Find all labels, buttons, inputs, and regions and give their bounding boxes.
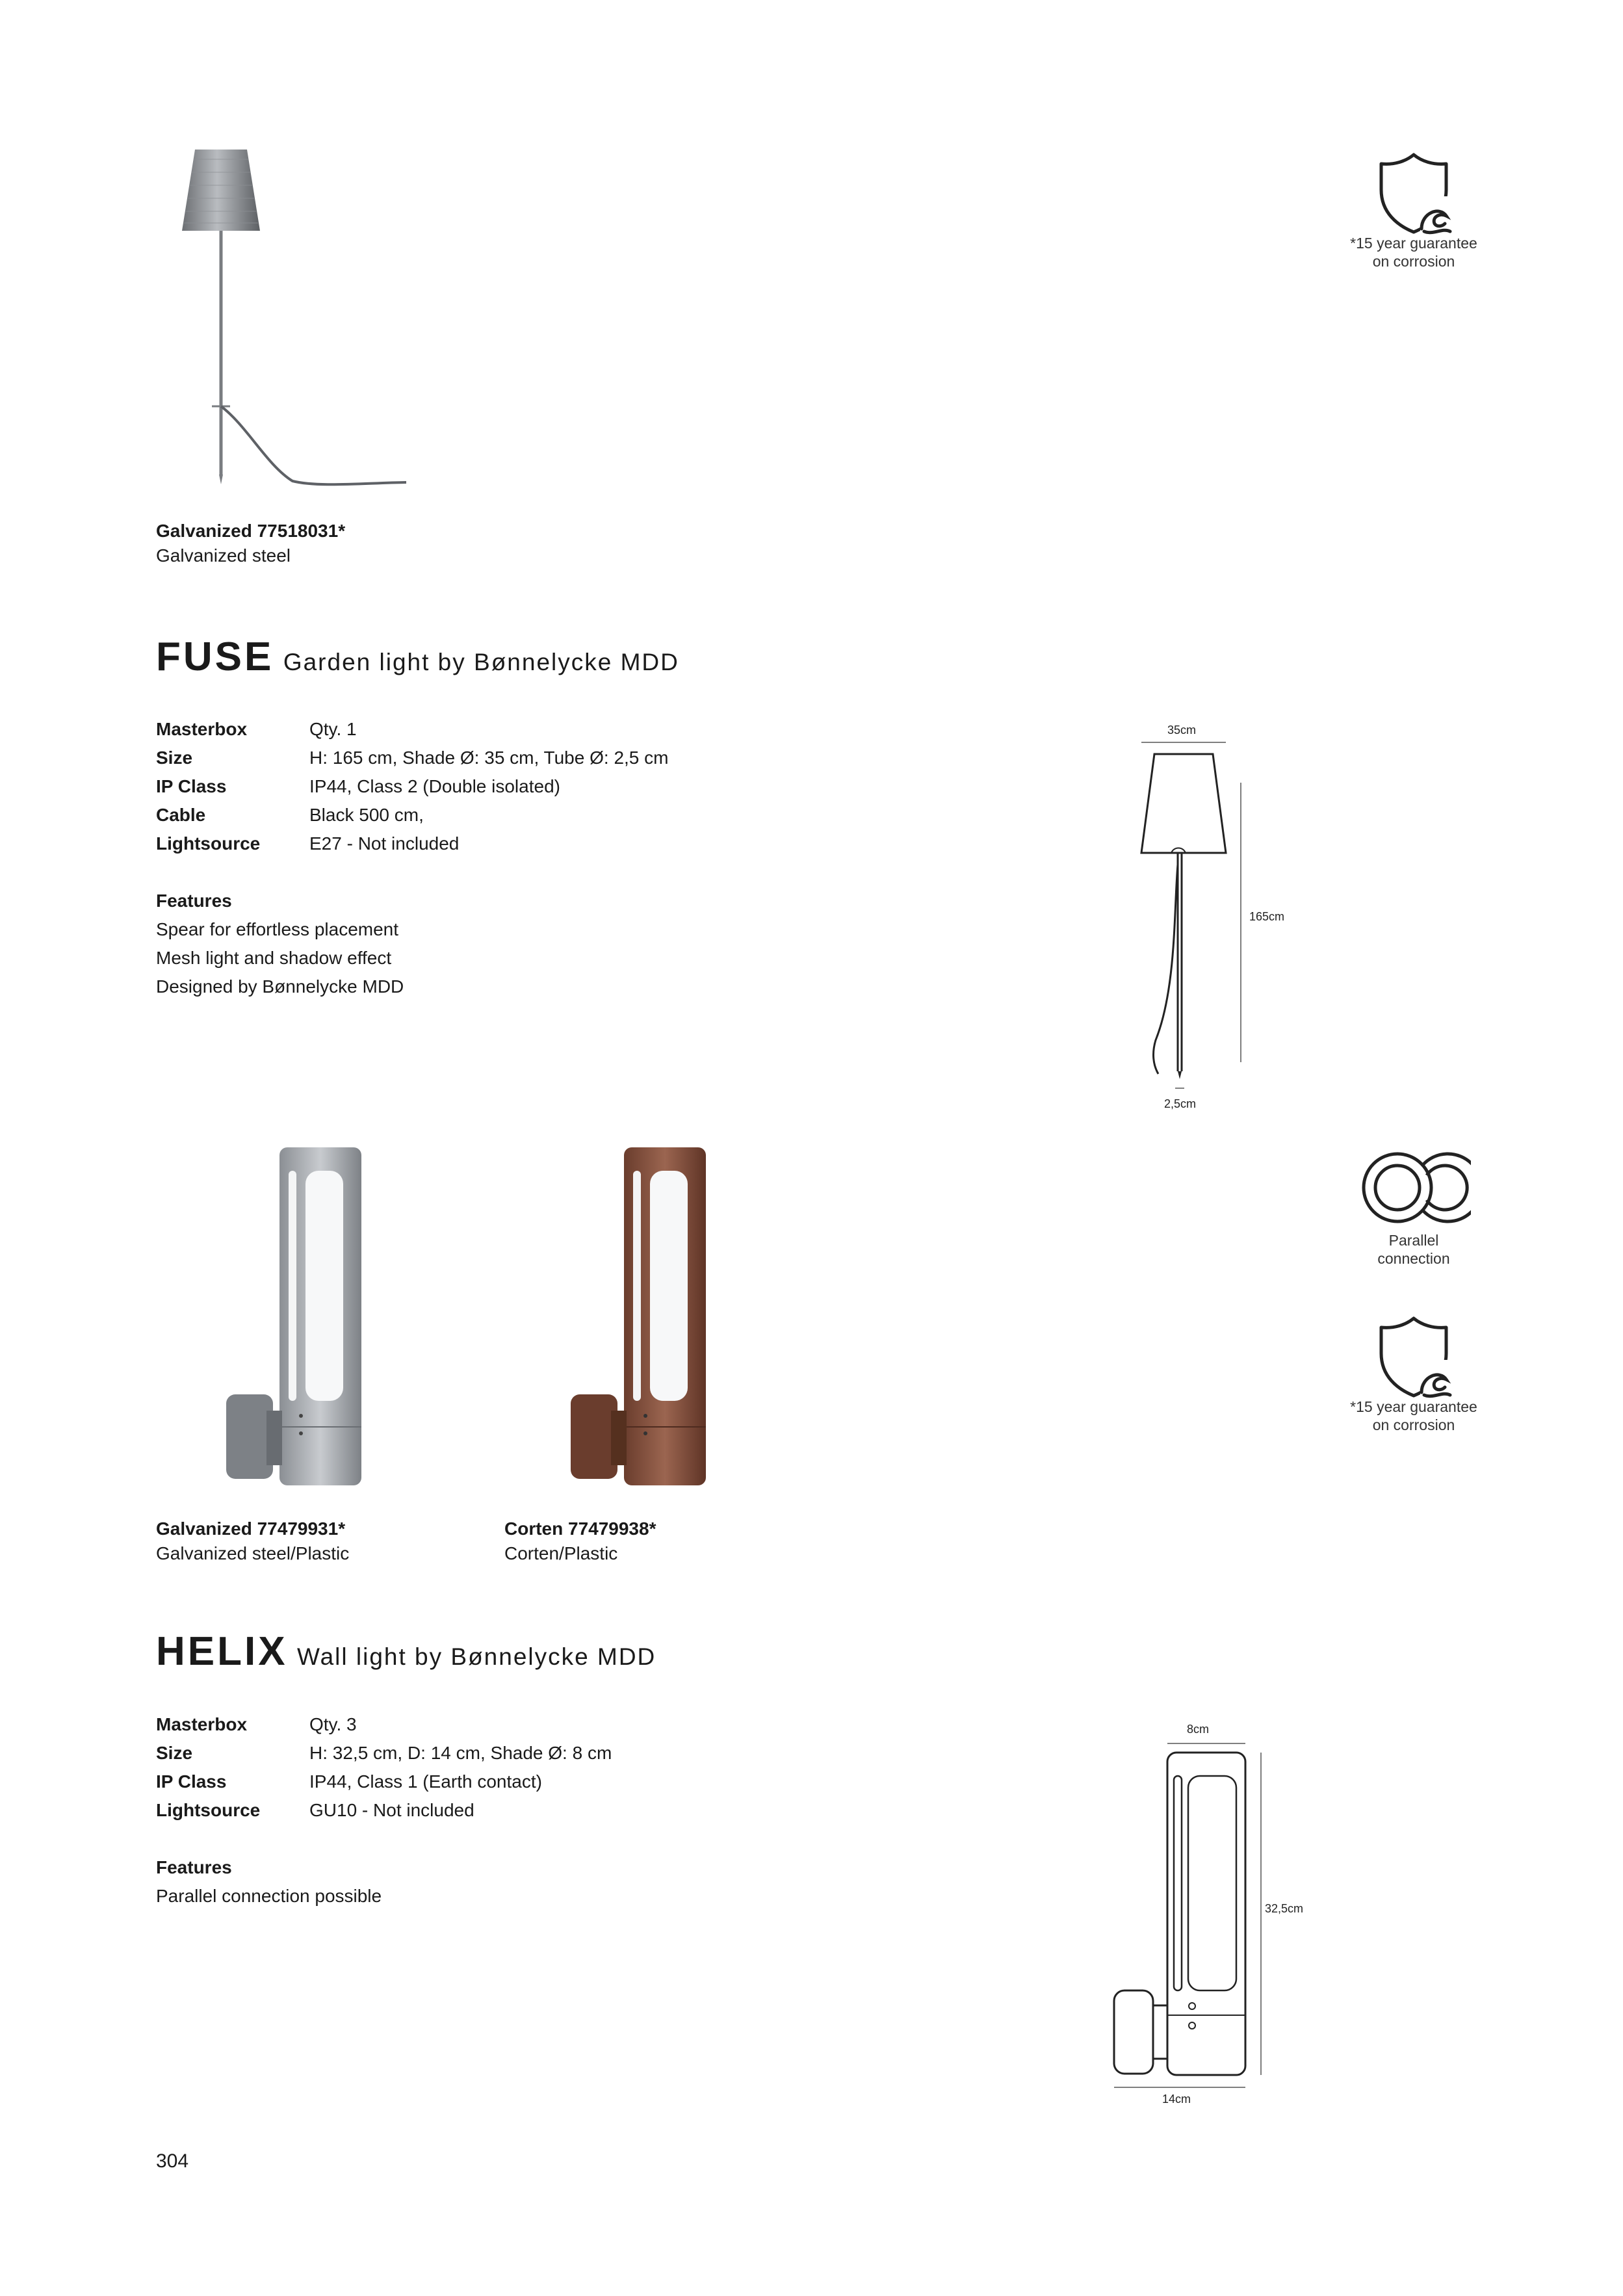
variant-material: Corten/Plastic (504, 1543, 618, 1563)
guarantee-badge-text: *15 year guarantee on corrosion (1350, 1398, 1477, 1433)
parallel-connection-icon (1360, 1151, 1471, 1225)
spec-row-lightsource: Lightsource GU10 - Not included (156, 1800, 474, 1820)
product-subtitle: Wall light by Bønnelycke MDD (297, 1643, 656, 1670)
product-name: FUSE (156, 634, 274, 679)
helix-variant-galvanized (156, 1517, 349, 1566)
variant-title: Galvanized 77518031* (156, 521, 346, 541)
spec-row-ip-class: IP Class IP44, Class 1 (Earth contact) (156, 1771, 542, 1792)
variant-title: Galvanized 77479931* (156, 1519, 346, 1539)
fuse-heading (156, 634, 679, 680)
fuse-variant (156, 519, 345, 568)
dimension-label: 14cm (1162, 2093, 1191, 2106)
dimension-label: 35cm (1167, 724, 1197, 737)
features-title: Features (156, 891, 232, 911)
helix-features (156, 1853, 382, 1911)
feature-item: Designed by Bønnelycke MDD (156, 976, 404, 997)
helix-corten-photo (565, 1147, 715, 1485)
feature-item: Spear for effortless placement (156, 919, 399, 939)
helix-galvanized-photo (221, 1147, 370, 1485)
helix-variant-corten (504, 1517, 656, 1566)
dimension-label: 2,5cm (1164, 1097, 1197, 1110)
product-name: HELIX (156, 1629, 288, 1674)
product-subtitle: Garden light by Bønnelycke MDD (283, 649, 679, 675)
spec-row-lightsource: Lightsource E27 - Not included (156, 833, 460, 854)
shield-wave-icon (1375, 1314, 1453, 1399)
page-number: 304 (156, 2150, 189, 2172)
variant-material: Galvanized steel/Plastic (156, 1543, 350, 1563)
features-title: Features (156, 1857, 232, 1877)
helix-heading (156, 1628, 656, 1675)
feature-item: Mesh light and shadow effect (156, 948, 392, 968)
fuse-product-photo (156, 140, 416, 491)
parallel-badge-text: Parallel connection (1377, 1232, 1450, 1267)
dimension-label: 165cm (1249, 910, 1285, 923)
helix-spec-table (156, 1710, 612, 1825)
variant-title: Corten 77479938* (504, 1519, 656, 1539)
spec-row-ip-class: IP Class IP44, Class 2 (Double isolated) (156, 776, 560, 796)
dimension-label: 32,5cm (1265, 1902, 1304, 1915)
spec-row-masterbox: Masterbox Qty. 1 (156, 719, 357, 739)
spec-row-size: Size H: 32,5 cm, D: 14 cm, Shade Ø: 8 cm (156, 1743, 612, 1763)
fuse-features (156, 887, 404, 1001)
fuse-spec-table (156, 715, 668, 858)
spec-row-cable: Cable Black 500 cm, (156, 805, 424, 825)
shield-wave-icon (1375, 151, 1453, 235)
guarantee-badge-text: *15 year guarantee on corrosion (1350, 235, 1477, 270)
feature-item: Parallel connection possible (156, 1886, 382, 1906)
spec-row-size: Size H: 165 cm, Shade Ø: 35 cm, Tube Ø: 2,5 cm (156, 748, 669, 768)
spec-row-masterbox: Masterbox Qty. 3 (156, 1714, 357, 1734)
dimension-label: 8cm (1187, 1723, 1210, 1736)
variant-material: Galvanized steel (156, 545, 291, 566)
